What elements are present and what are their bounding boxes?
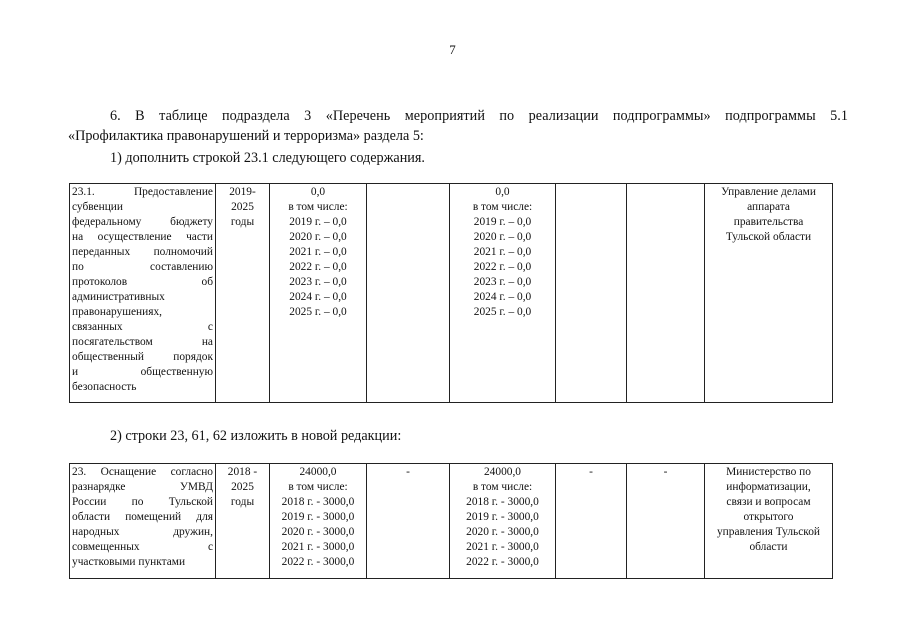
executor-line: открытого bbox=[743, 511, 794, 523]
measure-name-line: и общественную bbox=[72, 366, 213, 378]
regional-funding-line: в том числе: bbox=[472, 201, 533, 213]
total-funding-line: 2018 г. - 3000,0 bbox=[281, 496, 355, 508]
total-funding-line: 2024 г. – 0,0 bbox=[289, 291, 347, 303]
other-funding-cell: - bbox=[627, 464, 705, 579]
intro-paragraph-line2: «Профилактика правонарушений и терроризма» раздела 5: bbox=[68, 128, 424, 144]
measure-name-line: общественный порядок bbox=[72, 351, 213, 363]
executor-line: Управление делами bbox=[721, 186, 816, 198]
regional-funding bbox=[452, 465, 553, 570]
regional-funding-line: 2018 г. - 3000,0 bbox=[466, 496, 539, 508]
executor bbox=[707, 185, 830, 245]
total-funding-cell bbox=[270, 184, 367, 403]
executor-line: Тульской области bbox=[725, 231, 812, 243]
measure-name-line: участковыми пунктами bbox=[72, 556, 186, 568]
federal-funding-cell bbox=[367, 184, 450, 403]
regional-funding-line: 0,0 bbox=[495, 186, 510, 198]
period-cell bbox=[216, 184, 270, 403]
executor-line: Министерство по bbox=[726, 466, 811, 478]
measure-name bbox=[72, 465, 213, 570]
executor-cell bbox=[705, 184, 833, 403]
regional-funding-line: 2024 г. – 0,0 bbox=[473, 291, 532, 303]
amendment-item-2: 2) строки 23, 61, 62 изложить в новой редакции: bbox=[110, 428, 402, 444]
local-funding-cell bbox=[556, 184, 627, 403]
measure-name-line: 23. Оснащение согласно bbox=[72, 466, 213, 478]
page-number: 7 bbox=[449, 42, 456, 57]
executor-line: области bbox=[749, 541, 788, 553]
measure-name-line: по составлению bbox=[72, 261, 213, 273]
measure-name-line: совмещенных с bbox=[72, 541, 213, 553]
total-funding-line: 2022 г. – 0,0 bbox=[289, 261, 347, 273]
regional-funding-line: 2022 г. – 0,0 bbox=[473, 261, 532, 273]
total-funding-line: 2020 г. – 0,0 bbox=[289, 231, 347, 243]
measure-name-line: разнарядке УМВД bbox=[72, 481, 213, 493]
executor-line: правительства bbox=[733, 216, 804, 228]
regional-funding-line: 2020 г. – 0,0 bbox=[473, 231, 532, 243]
total-funding-line: в том числе: bbox=[288, 481, 348, 493]
measure-name-line: субвенции bbox=[72, 201, 123, 213]
table-row-23 bbox=[69, 463, 833, 579]
period-line: 2018 - bbox=[227, 466, 258, 478]
measure-name-line: безопасность bbox=[72, 381, 137, 393]
total-funding-line: в том числе: bbox=[288, 201, 348, 213]
regional-funding-cell bbox=[450, 464, 556, 579]
measure-name-cell bbox=[70, 464, 216, 579]
measure-name-line: на осуществление части bbox=[72, 231, 213, 243]
executor-line: аппарата bbox=[747, 201, 790, 213]
regional-funding-line: 24000,0 bbox=[483, 466, 522, 478]
executor bbox=[707, 465, 830, 555]
total-funding bbox=[272, 185, 364, 320]
table-row-23-1 bbox=[69, 183, 833, 403]
total-funding-cell bbox=[270, 464, 367, 579]
measure-name-line: протоколов об bbox=[72, 276, 213, 288]
measure-name-line: федеральному бюджету bbox=[72, 216, 213, 228]
federal-funding-cell: - bbox=[367, 464, 450, 579]
period-line: 2025 bbox=[231, 481, 254, 493]
local-funding-cell: - bbox=[556, 464, 627, 579]
period-line: годы bbox=[230, 496, 255, 508]
measure-name-line: связанных с bbox=[72, 321, 213, 333]
regional-funding-cell bbox=[450, 184, 556, 403]
total-funding-line: 2020 г. - 3000,0 bbox=[281, 526, 355, 538]
total-funding-line: 0,0 bbox=[310, 186, 326, 198]
regional-funding-line: 2019 г. - 3000,0 bbox=[466, 511, 539, 523]
total-funding-line: 2023 г. – 0,0 bbox=[289, 276, 347, 288]
period-line: 2025 bbox=[231, 201, 254, 213]
measure-name-line: административных bbox=[72, 291, 165, 303]
measure-name-line: переданных полномочий bbox=[72, 246, 213, 258]
period bbox=[218, 185, 267, 230]
period bbox=[218, 465, 267, 510]
measure-name-line: народных дружин, bbox=[72, 526, 213, 538]
total-funding-line: 2022 г. - 3000,0 bbox=[281, 556, 355, 568]
measure-name-line: области помещений для bbox=[72, 511, 213, 523]
total-funding-line: 24000,0 bbox=[299, 466, 337, 478]
total-funding-line: 2025 г. – 0,0 bbox=[289, 306, 347, 318]
measure-name-line: 23.1. Предоставление bbox=[72, 186, 213, 198]
executor-cell bbox=[705, 464, 833, 579]
total-funding-line: 2021 г. - 3000,0 bbox=[281, 541, 355, 553]
regional-funding-line: 2021 г. - 3000,0 bbox=[466, 541, 539, 553]
regional-funding-line: 2022 г. - 3000,0 bbox=[466, 556, 539, 568]
measure-name-line: правонарушениях, bbox=[72, 306, 163, 318]
regional-funding bbox=[452, 185, 553, 320]
regional-funding-line: в том числе: bbox=[472, 481, 533, 493]
period-cell bbox=[216, 464, 270, 579]
regional-funding-line: 2025 г. – 0,0 bbox=[473, 306, 532, 318]
period-line: 2019- bbox=[229, 186, 256, 198]
executor-line: информатизации, bbox=[726, 481, 811, 493]
amendment-item-1: 1) дополнить строкой 23.1 следующего содержания. bbox=[110, 150, 425, 166]
regional-funding-line: 2020 г. - 3000,0 bbox=[466, 526, 539, 538]
total-funding-line: 2021 г. – 0,0 bbox=[289, 246, 347, 258]
executor-line: управления Тульской bbox=[716, 526, 821, 538]
total-funding bbox=[272, 465, 364, 570]
executor-line: связи и вопросам bbox=[726, 496, 811, 508]
regional-funding-line: 2021 г. – 0,0 bbox=[473, 246, 532, 258]
other-funding-cell bbox=[627, 184, 705, 403]
measure-name-line: России по Тульской bbox=[72, 496, 213, 508]
measure-name-cell bbox=[70, 184, 216, 403]
regional-funding-line: 2019 г. – 0,0 bbox=[473, 216, 532, 228]
regional-funding-line: 2023 г. – 0,0 bbox=[473, 276, 532, 288]
total-funding-line: 2019 г. - 3000,0 bbox=[281, 511, 355, 523]
measure-name bbox=[72, 185, 213, 395]
intro-paragraph-line1: 6. В таблице подраздела 3 «Перечень мероприятий по реализации подпрограммы» подпрограммы 5.1 bbox=[110, 108, 848, 124]
period-line: годы bbox=[230, 216, 255, 228]
measure-name-line: посягательством на bbox=[72, 336, 213, 348]
total-funding-line: 2019 г. – 0,0 bbox=[289, 216, 347, 228]
